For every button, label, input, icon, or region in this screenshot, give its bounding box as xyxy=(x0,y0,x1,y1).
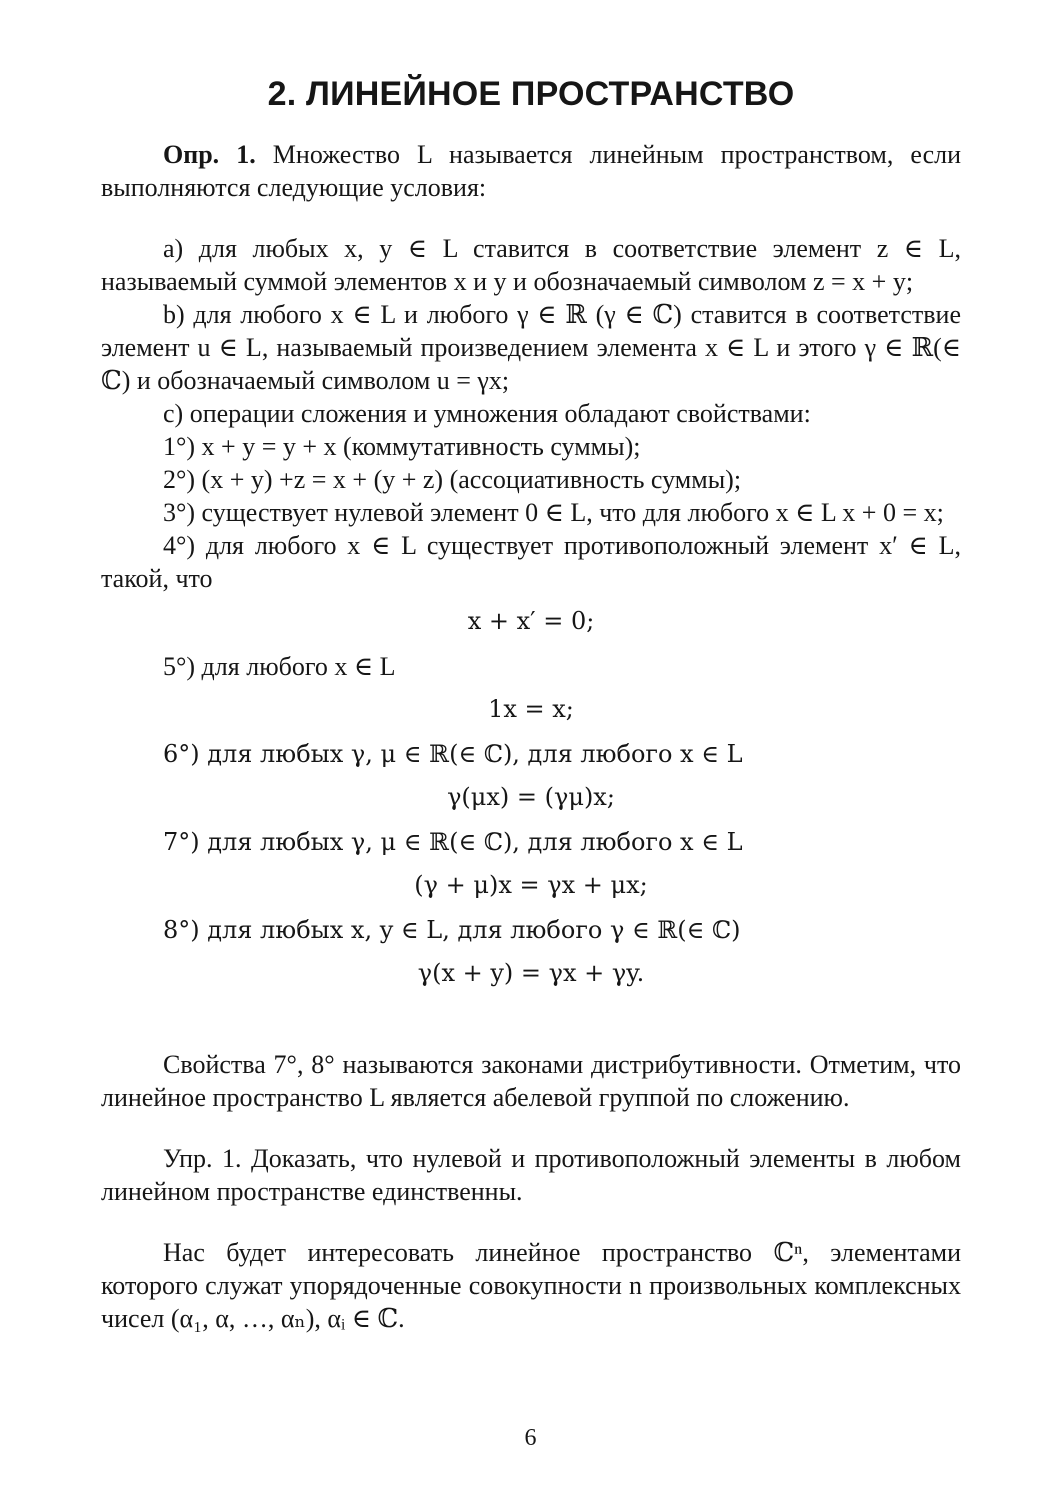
definition-paragraph xyxy=(101,138,961,204)
property-7-formula: (γ + μ)x = γx + μx; xyxy=(414,871,648,899)
distributivity-paragraph: Свойства 7°, 8° называются законами дистрибутивности. Отметим, что линейное пространство L является абелевой группой по сложению. xyxy=(101,1050,961,1112)
property-3: 3°) существует нулевой элемент 0 ∈ L, что для любого x ∈ L x + 0 = x; xyxy=(163,498,944,527)
property-8-formula: γ(x + y) = γx + γy. xyxy=(417,959,645,987)
definition-text: Множество L называется линейным пространством, если выполняются следующие условия: xyxy=(101,140,961,202)
property-2: 2°) (x + y) +z = x + (y + z) (ассоциативность суммы); xyxy=(163,465,742,494)
exercise-paragraph: Упр. 1. Доказать, что нулевой и противоположный элементы в любом линейном пространстве единственны. xyxy=(101,1144,961,1206)
complex-space-paragraph: Нас будет интересовать линейное пространство ℂⁿ, элементами которого служат упорядоченные совокупности n произвольных комплексных чисел (α₁, α, …, αₙ), αᵢ ∈ ℂ. xyxy=(101,1238,961,1333)
condition-b: b) для любого x ∈ L и любого γ ∈ ℝ (γ ∈ ℂ) ставится в соответствие элемент u ∈ L, называемый произведением элемента x ∈ L и этого γ ∈ ℝ(∈ ℂ) и обозначаемый символом u = γx; xyxy=(101,300,961,395)
page-number: 6 xyxy=(524,1425,537,1451)
definition-label: Опр. 1. xyxy=(163,140,256,169)
property-6-formula: γ(μx) = (γμ)x; xyxy=(447,783,615,811)
condition-a: а) для любых x, y ∈ L ставится в соответствие элемент z ∈ L, называемый суммой элементов x и y и обозначаемый символом z = x + y; xyxy=(101,234,961,296)
property-4-formula: x + x′ = 0; xyxy=(467,607,595,635)
property-5-formula: 1x = x; xyxy=(488,695,574,723)
property-8: 8°) для любых x, y ∈ L, для любого γ ∈ ℝ(∈ ℂ) xyxy=(163,916,741,944)
property-1: 1°) x + y = y + x (коммутативность суммы); xyxy=(163,432,641,461)
property-5: 5°) для любого x ∈ L xyxy=(163,652,396,681)
property-6: 6°) для любых γ, μ ∈ ℝ(∈ ℂ), для любого x ∈ L xyxy=(163,740,743,768)
property-7: 7°) для любых γ, μ ∈ ℝ(∈ ℂ), для любого x ∈ L xyxy=(163,828,743,856)
section-heading: 2. ЛИНЕЙНОЕ ПРОСТРАНСТВО xyxy=(267,75,795,113)
property-4: 4°) для любого x ∈ L существует противоположный элемент x′ ∈ L, такой, что xyxy=(101,531,961,593)
condition-c: с) операции сложения и умножения обладают свойствами: xyxy=(163,399,811,428)
